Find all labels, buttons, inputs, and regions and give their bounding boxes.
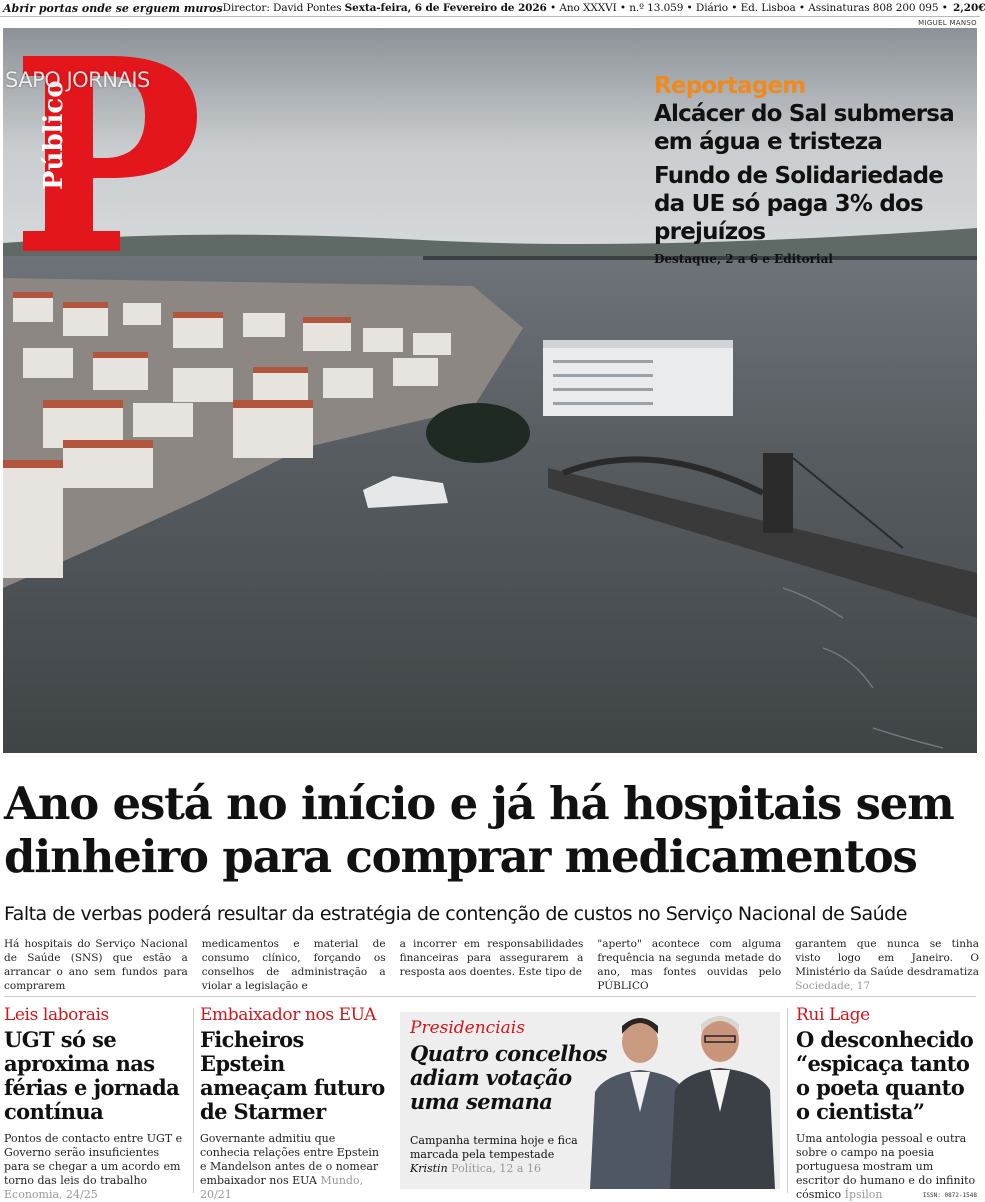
lead-col-3: a incorrer em responsabilidades financeiras para assegurarem a resposta aos doentes. Este tipo de	[399, 938, 584, 978]
story-1-body: Pontos de contacto entre UGT e Governo serão insuficientes para se chegar a um acordo em torno das leis do trabalho	[4, 1132, 183, 1187]
story-3-body: Campanha termina hoje e fica marcada pela tempestade	[410, 1134, 578, 1161]
issn-code: ISSN: 0872-1548	[922, 1192, 977, 1199]
story-1-section[interactable]: Economia, 24/25	[4, 1188, 98, 1201]
story-rui-lage[interactable]	[796, 1004, 977, 1202]
column-divider	[787, 1008, 788, 1193]
story-1-title[interactable]: UGT só se aproxima nas férias e jornada contínua	[4, 1027, 180, 1124]
story-4-body: Uma antologia pessoal e outra sobre o campo na poesia portuguesa mostram um escritor do humano e do infinito cósmico	[796, 1132, 976, 1201]
story-3-author: Kristin	[410, 1162, 448, 1175]
story-2-body: Governante admitiu que conhecia relações entre Epstein e Mandelson antes de o nomear embaixador nos EUA	[200, 1132, 380, 1187]
feature-headline-1[interactable]: Alcácer do Sal submersa em água e tristeza	[654, 101, 954, 155]
story-labour-laws[interactable]	[4, 1004, 188, 1202]
story-3-text	[410, 1134, 585, 1176]
feature-block[interactable]	[654, 72, 974, 266]
story-2-kicker: Embaixador nos EUA	[200, 1005, 376, 1025]
lead-headline[interactable]: Ano está no início e já há hospitais sem dinheiro para comprar medicamentos	[4, 777, 954, 883]
feature-headline-2[interactable]: Fundo de Solidariedade da UE só paga 3% dos prejuízos	[654, 163, 944, 245]
story-epstein[interactable]	[200, 1004, 388, 1202]
story-3-section[interactable]: Política, 12 a 16	[451, 1162, 541, 1175]
lead-col-4: "aperto" acontece com alguma frequência na segunda metade do ano, mas fontes ouvidas pelo PÚBLICO	[597, 938, 782, 992]
cover-photo	[3, 28, 977, 753]
story-4-title[interactable]: O desconhecido “espicaça tanto o poeta quanto o cientista”	[796, 1027, 974, 1124]
feature-kicker: Reportagem	[654, 73, 806, 99]
story-4-kicker: Rui Lage	[796, 1005, 870, 1025]
lead-section-ref[interactable]: Sociedade, 17	[795, 980, 871, 992]
story-3-kicker: Presidenciais	[410, 1018, 525, 1038]
column-divider	[193, 1008, 194, 1193]
issue-date: Sexta-feira, 6 de Fevereiro de 2026	[344, 2, 547, 14]
story-4-section[interactable]: Ípsilon	[844, 1188, 883, 1201]
source-watermark: SAPO JORNAIS	[5, 68, 150, 92]
lead-body	[4, 937, 979, 992]
director: Director: David Pontes	[222, 2, 342, 14]
issue-info	[223, 2, 985, 14]
logo-wordmark: Público	[39, 80, 69, 190]
feature-page-ref: Destaque, 2 a 6 e Editorial	[654, 252, 833, 266]
lead-col-5-text: garantem que nunca se tinha visto logo em Janeiro. O Ministério da Saúde desdramatiza	[795, 938, 979, 978]
lead-subhead: Falta de verbas poderá resultar da estratégia de contenção de custos no Serviço Nacional de Saúde	[4, 903, 907, 925]
story-2-section[interactable]: Mundo, 20/21	[200, 1174, 364, 1201]
story-1-kicker: Leis laborais	[4, 1005, 109, 1025]
masthead-bar	[0, 0, 985, 17]
lead-col-5	[795, 937, 979, 992]
story-2-title[interactable]: Ficheiros Epstein ameaçam futuro de Starmer	[200, 1027, 385, 1124]
story-2-text	[200, 1132, 388, 1202]
issue-details: • Ano XXXVI • n.º 13.059 • Diário • Ed. Lisboa • Assinaturas 808 200 095 •	[550, 2, 948, 14]
section-divider	[4, 996, 976, 997]
story-3-title[interactable]: Quatro concelhos adiam votação uma semana	[410, 1041, 607, 1114]
story-1-text	[4, 1132, 188, 1202]
lead-col-2: medicamentos e material de consumo clínico, forçando os conselhos de administração a violar a legislação e	[201, 938, 386, 992]
photo-credit: MIGUEL MANSO	[918, 19, 977, 27]
story-presidential[interactable]	[400, 1012, 780, 1189]
candidates-photo	[585, 1012, 780, 1189]
price: 2,20€	[953, 2, 985, 14]
motto: Abrir portas onde se erguem muros	[3, 1, 223, 15]
lead-col-1: Há hospitais do Serviço Nacional de Saúde (SNS) que estão a arrancar o ano sem fundos para comprarem	[4, 938, 188, 992]
